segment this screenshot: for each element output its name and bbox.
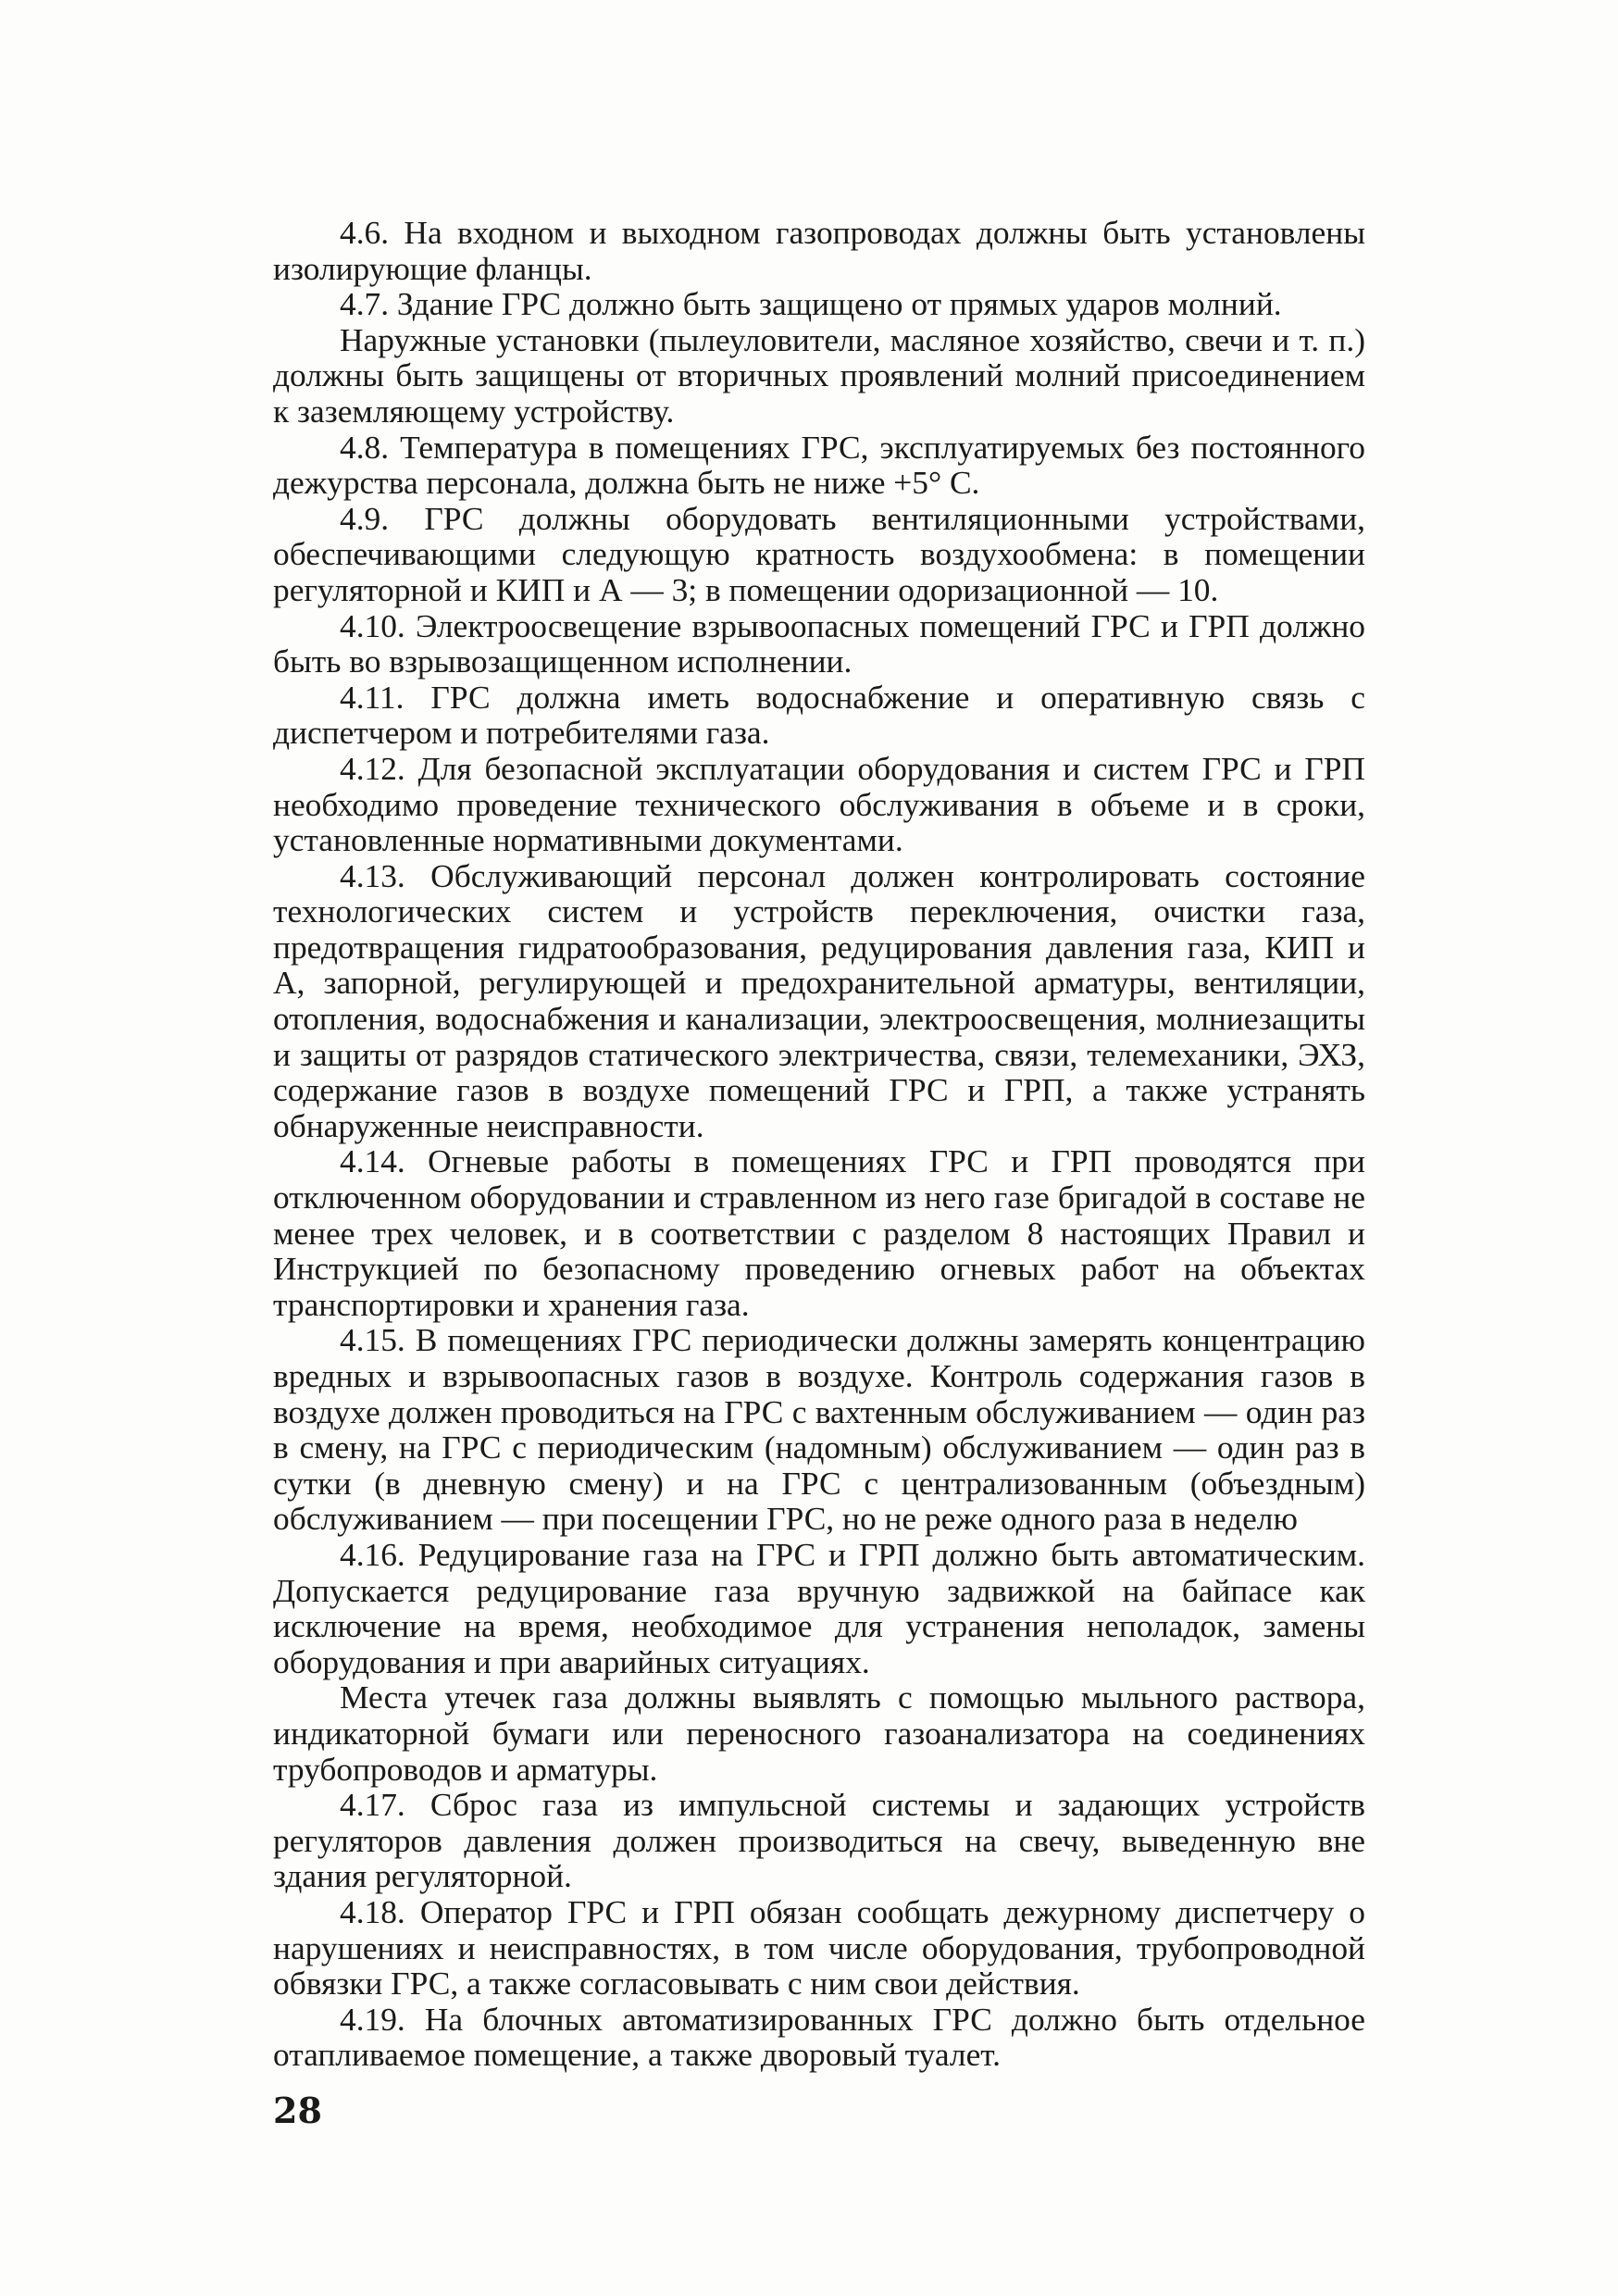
paragraph-4-16: 4.16. Редуцирование газа на ГРС и ГРП должно быть автоматическим. Допускается редуцирование газа вручную задвижкой на байпасе как исключение на время, необходимое для устранения неполадок, замены оборудования и при аварийных ситуациях. bbox=[273, 1535, 1365, 1680]
paragraph-4-12: 4.12. Для безопасной эксплуатации оборудования и систем ГРС и ГРП необходимо проведение технического обслуживания в объеме и в сроки, установленные нормативными документами. bbox=[273, 749, 1365, 859]
paragraph-4-14: 4.14. Огневые работы в помещениях ГРС и ГРП проводятся при отключенном оборудовании и стравленном из него газе бригадой в составе не менее трех человек, и в соответствии с разделом 8 настоящих Правил и Инструкцией по безопасному проведению огневых работ на объектах транспортировки и хранения газа. bbox=[273, 1142, 1365, 1323]
paragraph-gas-leaks: Места утечек газа должны выявлять с помощью мыльного раствора, индикаторной бумаги или переносного газоанализатора на соединениях трубопроводов и арматуры. bbox=[273, 1678, 1365, 1788]
paragraph-4-18: 4.18. Оператор ГРС и ГРП обязан сообщать дежурному диспетчеру о нарушениях и неисправностях, в том числе оборудования, трубопроводной обвязки ГРС, а также согласовывать с ним свои действия. bbox=[273, 1892, 1365, 2003]
body-text bbox=[273, 215, 1365, 2073]
paragraph-4-6: 4.6. На входном и выходном газопроводах должны быть установлены изолирующие фланцы. bbox=[273, 214, 1365, 287]
page-number: 28 bbox=[273, 2090, 322, 2131]
paragraph-4-13: 4.13. Обслуживающий персонал должен контролировать состояние технологических систем и устройств переключения, очистки газа, предотвращения гидратообразования, редуцирования давления газа, КИП и А, запорной, регулирующей и предохранительной арматуры, вентиляции, отопления, водоснабжения и канализации, электроосвещения, молниезащиты и защиты от разрядов статического электричества, связи, телемеханики, ЭХЗ, содержание газов в воздухе помещений ГРС и ГРП, а также устранять обнаруженные неисправности. bbox=[273, 856, 1365, 1144]
paragraph-4-9: 4.9. ГРС должны оборудовать вентиляционными устройствами, обеспечивающими следующую кратность воздухообмена: в помещении регуляторной и КИП и А — 3; в помещении одоризационной — 10. bbox=[273, 499, 1365, 608]
paragraph-4-15: 4.15. В помещениях ГРС периодически должны замерять концентрацию вредных и взрывоопасных газов в воздухе. Контроль содержания газов в воздухе должен проводиться на ГРС с вахтенным обслуживанием — один раз в смену, на ГРС с периодическим (надомным) обслуживанием — один раз в сутки (в дневную смену) и на ГРС с централизованным (объездным) обслуживанием — при посещении ГРС, но не реже одного раза в неделю bbox=[273, 1321, 1365, 1538]
paragraph-external-installations: Наружные установки (пылеуловители, масляное хозяйство, свечи и т. п.) должны быть защищены от вторичных проявлений молний присоединением к заземляющему устройству. bbox=[273, 320, 1365, 430]
paragraph-4-19: 4.19. На блочных автоматизированных ГРС должно быть отдельное отапливаемое помещение, а также дворовый туалет. bbox=[273, 2000, 1365, 2074]
paragraph-4-11: 4.11. ГРС должна иметь водоснабжение и оперативную связь с диспетчером и потребителями газа. bbox=[273, 678, 1365, 752]
paragraph-4-10: 4.10. Электроосвещение взрывоопасных помещений ГРС и ГРП должно быть во взрывозащищенном исполнении. bbox=[273, 606, 1365, 680]
paragraph-4-7: 4.7. Здание ГРС должно быть защищено от прямых ударов молний. bbox=[340, 285, 1282, 323]
paragraph-4-17: 4.17. Сброс газа из импульсной системы и задающих устройств регуляторов давления должен производиться на свечу, выведенную вне здания регуляторной. bbox=[273, 1786, 1365, 1895]
paragraph-4-8: 4.8. Температура в помещениях ГРС, эксплуатируемых без постоянного дежурства персонала, должна быть не ниже +5° С. bbox=[273, 428, 1365, 502]
